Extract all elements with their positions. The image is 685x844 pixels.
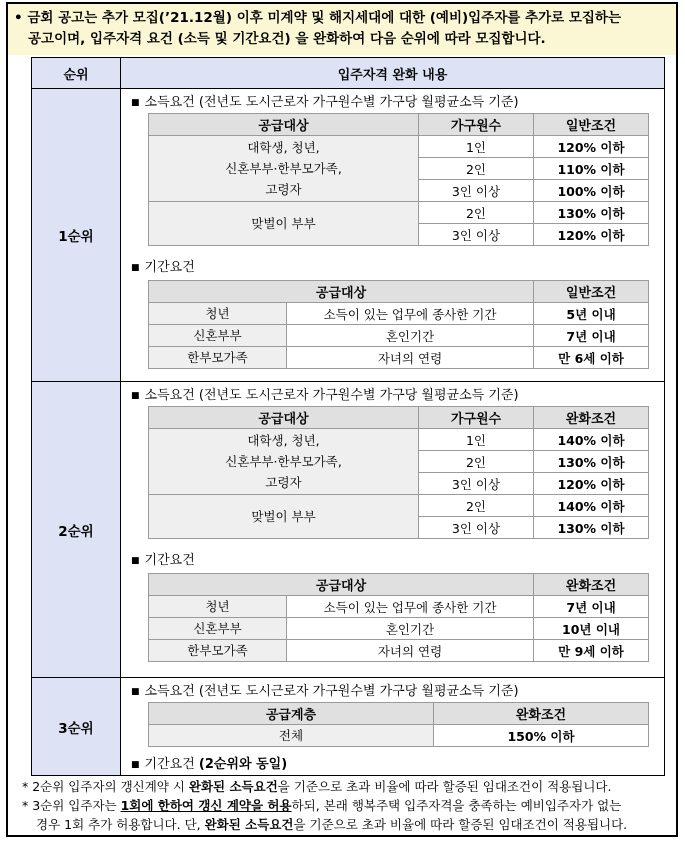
- footnote-1: * 2순위 입주자의 갱신계약 시 완화된 소득요건을 기준으로 초과 비율에 따라 할증된 임대조건이 적용됩니다.: [22, 779, 612, 794]
- target-cell: 청년: [149, 596, 287, 618]
- rank-3-label: 3순위: [32, 678, 121, 776]
- household-cell: 2인: [419, 451, 534, 473]
- col-header: 완화조건: [534, 407, 649, 429]
- income-table: [148, 406, 649, 539]
- household-cell: 3인 이상: [419, 180, 534, 202]
- condition-cell: 150% 이하: [434, 725, 649, 747]
- target-cell: 한부모가족: [149, 640, 287, 662]
- rank-1-label: 1순위: [32, 89, 121, 382]
- footnote-2-cont: 경우 1회 추가 허용합니다. 단, 완화된 소득요건을 기준으로 초과 비율에 따라 할증된 임대조건이 적용됩니다.: [36, 817, 628, 832]
- period-table: [148, 280, 649, 369]
- income-section-title: ■ 소득요건 (전년도 도시근로자 가구원수별 가구당 월평균소득 기준): [131, 388, 519, 403]
- col-header: 가구원수: [419, 407, 534, 429]
- target-cell: 전체: [149, 725, 434, 747]
- condition-cell: 만 9세 이하: [534, 640, 649, 662]
- condition-cell: 120% 이하: [534, 224, 649, 246]
- income-section-title: ■ 소득요건 (전년도 도시근로자 가구원수별 가구당 월평균소득 기준): [131, 684, 519, 699]
- period-section-title: ■ 기간요건 (2순위와 동일): [131, 757, 288, 772]
- condition-cell: 130% 이하: [534, 451, 649, 473]
- condition-cell: 130% 이하: [534, 517, 649, 539]
- col-header: 일반조건: [534, 114, 649, 136]
- criteria-cell: 혼인기간: [287, 618, 534, 640]
- square-bullet-icon: ■: [131, 98, 140, 108]
- condition-cell: 7년 이내: [534, 325, 649, 347]
- condition-cell: 110% 이하: [534, 158, 649, 180]
- condition-cell: 10년 이내: [534, 618, 649, 640]
- criteria-cell: 소득이 있는 업무에 종사한 기간: [287, 303, 534, 325]
- household-cell: 1인: [419, 136, 534, 158]
- col-header: 공급대상: [149, 114, 419, 136]
- condition-cell: 5년 이내: [534, 303, 649, 325]
- col-header: 공급계층: [149, 703, 434, 725]
- group-cell: 맞벌이 부부: [149, 202, 419, 246]
- income-table: [148, 702, 649, 747]
- condition-cell: 140% 이하: [534, 429, 649, 451]
- group-cell: 맞벌이 부부: [149, 495, 419, 539]
- header-rank: 순위: [32, 58, 121, 89]
- header-content: 입주자격 완화 내용: [121, 58, 665, 89]
- square-bullet-icon: ■: [131, 687, 140, 697]
- rank-2-label: 2순위: [32, 382, 121, 678]
- intro-line-2: 공고이며, 입주자격 요건 (소득 및 기간요건) 을 완화하여 다음 순위에 따라 모집합니다.: [28, 31, 546, 47]
- condition-cell: 120% 이하: [534, 136, 649, 158]
- square-bullet-icon: ■: [131, 760, 140, 770]
- col-header: 공급대상: [149, 407, 419, 429]
- period-section-title: ■ 기간요건: [131, 553, 195, 568]
- col-header: 일반조건: [534, 281, 649, 303]
- col-header: 완화조건: [434, 703, 649, 725]
- condition-cell: 130% 이하: [534, 202, 649, 224]
- criteria-cell: 소득이 있는 업무에 종사한 기간: [287, 596, 534, 618]
- criteria-cell: 자녀의 연령: [287, 640, 534, 662]
- target-cell: 청년: [149, 303, 287, 325]
- footnote-2: * 3순위 입주자는 1회에 한하여 갱신 계약을 허용하되, 본래 행복주택 입주자격을 충족하는 예비입주자가 없는: [22, 798, 622, 813]
- condition-cell: 100% 이하: [534, 180, 649, 202]
- col-header: 가구원수: [419, 114, 534, 136]
- col-header: 공급대상: [149, 574, 534, 596]
- group-cell: 대학생, 청년, 신혼부부·한부모가족, 고령자: [149, 429, 419, 495]
- household-cell: 3인 이상: [419, 473, 534, 495]
- rank-3-content: [121, 678, 665, 776]
- col-header: 공급대상: [149, 281, 534, 303]
- period-table: [148, 573, 649, 662]
- criteria-cell: 자녀의 연령: [287, 347, 534, 369]
- square-bullet-icon: ■: [131, 556, 140, 566]
- condition-cell: 7년 이내: [534, 596, 649, 618]
- target-cell: 한부모가족: [149, 347, 287, 369]
- condition-cell: 만 6세 이하: [534, 347, 649, 369]
- intro-box: [8, 4, 676, 55]
- group-cell: 대학생, 청년, 신혼부부·한부모가족, 고령자: [149, 136, 419, 202]
- income-section-title: ■ 소득요건 (전년도 도시근로자 가구원수별 가구당 월평균소득 기준): [131, 95, 519, 110]
- condition-cell: 120% 이하: [534, 473, 649, 495]
- household-cell: 2인: [419, 495, 534, 517]
- col-header: 완화조건: [534, 574, 649, 596]
- household-cell: 3인 이상: [419, 517, 534, 539]
- household-cell: 1인: [419, 429, 534, 451]
- household-cell: 3인 이상: [419, 224, 534, 246]
- income-table: [148, 113, 649, 246]
- rank-1-content: [121, 89, 665, 382]
- eligibility-table: [31, 57, 665, 776]
- square-bullet-icon: ■: [131, 391, 140, 401]
- target-cell: 신혼부부: [149, 618, 287, 640]
- household-cell: 2인: [419, 202, 534, 224]
- square-bullet-icon: ■: [131, 263, 140, 273]
- criteria-cell: 혼인기간: [287, 325, 534, 347]
- footnotes: [22, 777, 672, 834]
- rank-2-content: [121, 382, 665, 678]
- target-cell: 신혼부부: [149, 325, 287, 347]
- intro-line-1: • 금회 공고는 추가 모집(’21.12월) 이후 미계약 및 해지세대에 대한 (예비)입주자를 추가로 모집하는: [14, 10, 622, 26]
- period-section-title: ■ 기간요건: [131, 260, 195, 275]
- condition-cell: 140% 이하: [534, 495, 649, 517]
- household-cell: 2인: [419, 158, 534, 180]
